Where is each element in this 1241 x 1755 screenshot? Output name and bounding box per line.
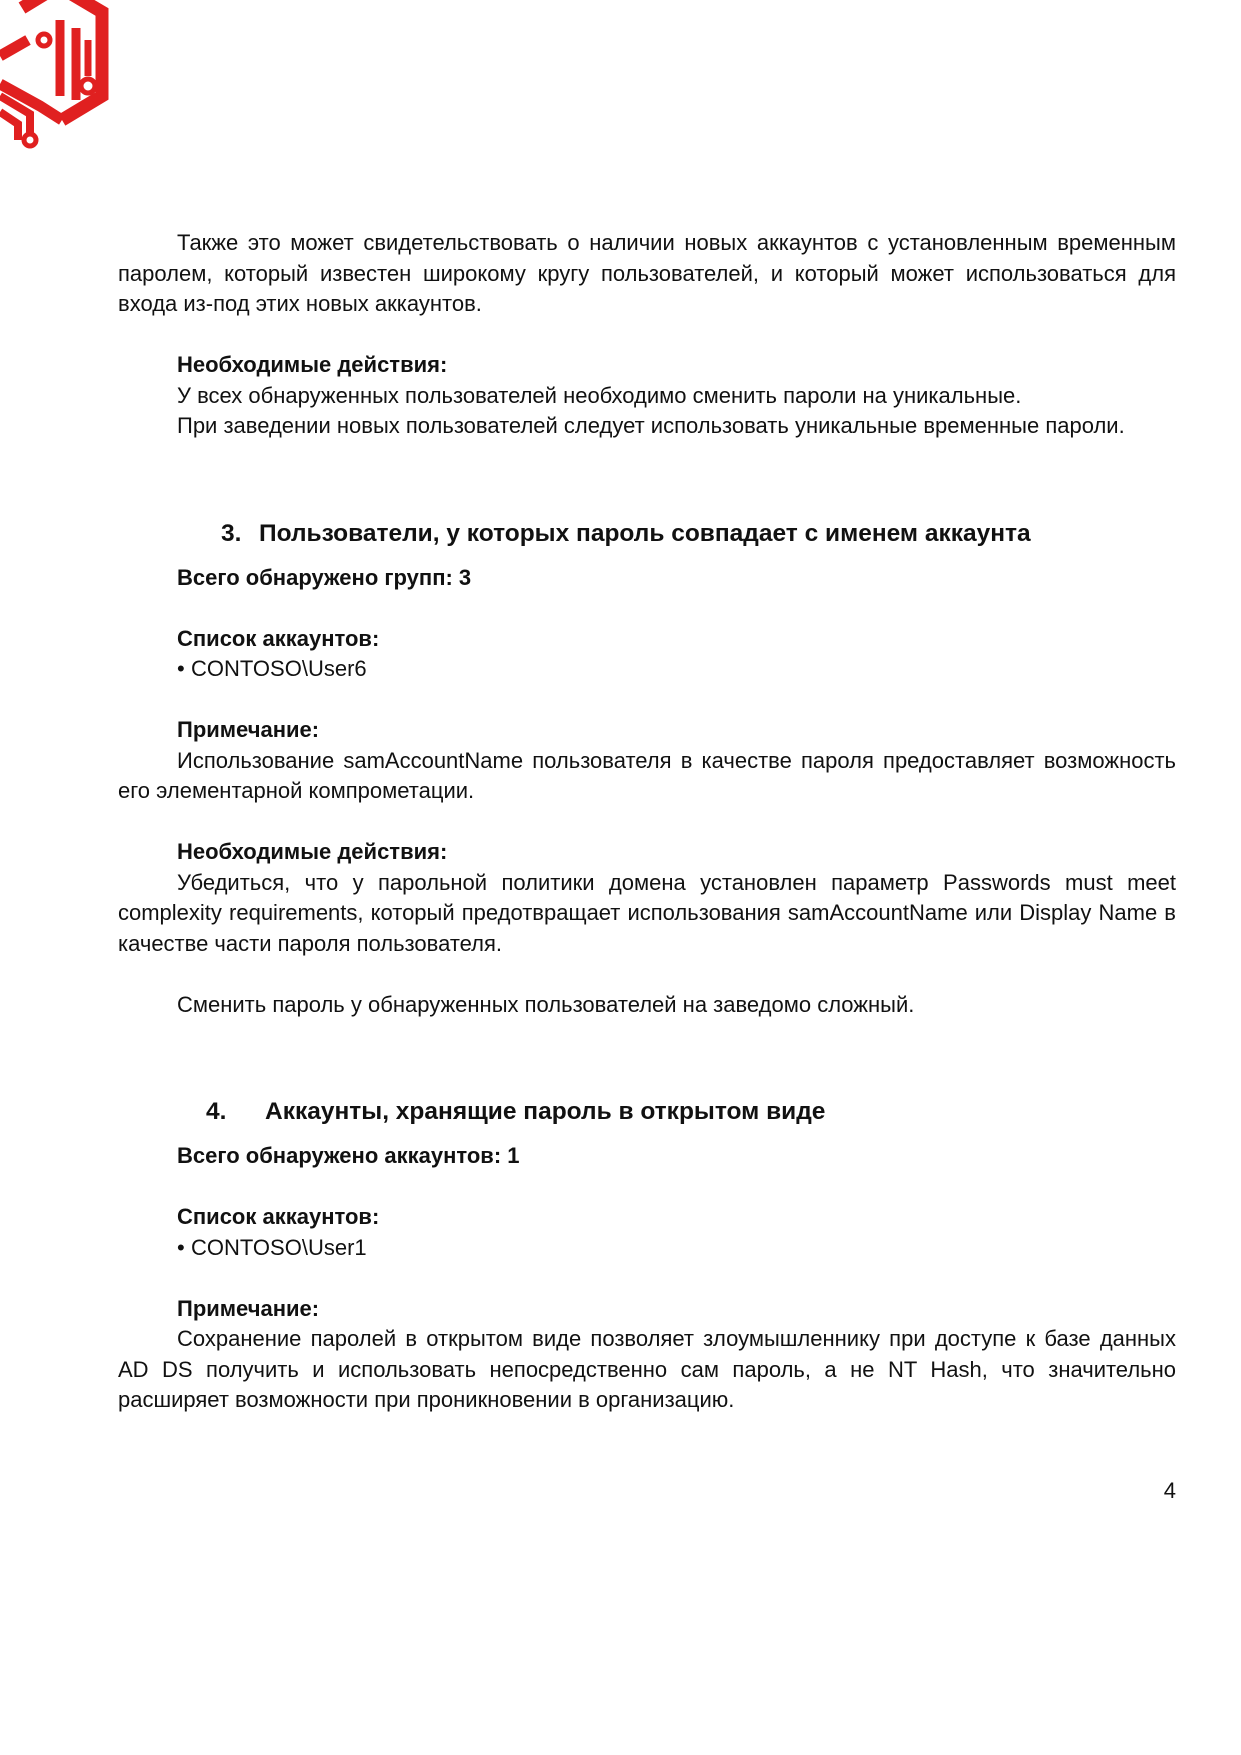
intro-actions-heading: Необходимые действия: [177, 352, 448, 377]
section-3-actions-text: Убедиться, что у парольной политики домена установлен параметр Passwords must meet complexity requirements, который предотвращает использования samAccountName или Display Name в качестве части пароля пользователя. [118, 869, 1176, 956]
section-3-list-heading: Список аккаунтов: [177, 625, 380, 651]
section-3-actions-heading: Необходимые действия: [177, 839, 448, 864]
section-4-note-heading: Примечание: [177, 1295, 320, 1321]
company-logo-icon [0, 0, 112, 150]
section-3-actions-text-2: Сменить пароль у обнаруженных пользователей на заведомо сложный. [177, 991, 915, 1017]
bullet-icon: • [177, 656, 185, 681]
section-3-title: Пользователи, у которых пароль совпадает с именем аккаунта [259, 519, 1031, 547]
account-name: CONTOSO\User6 [191, 656, 367, 681]
section-4-list-heading: Список аккаунтов: [177, 1204, 380, 1229]
section-4-note-text: Сохранение паролей в открытом виде позволяет злоумышленнику при доступе к базе данных AD DS получить и использовать непосредственно сам пароль, а не NT Hash, что значительно расширяет возможности при проникновении в организацию. [118, 1326, 1176, 1412]
intro-actions-line-1: У всех обнаруженных пользователей необходимо сменить пароли на уникальные. [177, 382, 1022, 408]
section-4-title: Аккаунты, хранящие пароль в открытом виде [265, 1098, 826, 1125]
section-4-number: 4. [206, 1098, 227, 1125]
section-4-total: Всего обнаружено аккаунтов: 1 [177, 1143, 520, 1168]
section-3-note-text: Использование samAccountName пользователя в качестве пароля предоставляет возможность его элементарной компрометации. [118, 747, 1176, 803]
bullet-icon: • [177, 1234, 185, 1260]
section-4-account-item [118, 1233, 1176, 1264]
section-3-number: 3. [221, 519, 242, 547]
account-name: CONTOSO\User1 [191, 1234, 367, 1260]
section-4-heading [118, 1095, 1176, 1129]
section-3-account-item [118, 654, 1176, 685]
document-body [118, 228, 1176, 1416]
section-3-total: Всего обнаружено групп: 3 [177, 564, 472, 590]
section-3-heading [118, 517, 1176, 551]
intro-paragraph: Также это может свидетельствовать о наличии новых аккаунтов с установленным временным паролем, который известен широкому кругу пользователей, и который может использоваться для входа из-под этих новых аккаунтов. [118, 230, 1176, 316]
page-number: 4 [1163, 1478, 1176, 1503]
intro-actions-line-2: При заведении новых пользователей следует использовать уникальные временные пароли. [177, 413, 1125, 438]
section-3-note-heading: Примечание: [177, 717, 320, 742]
